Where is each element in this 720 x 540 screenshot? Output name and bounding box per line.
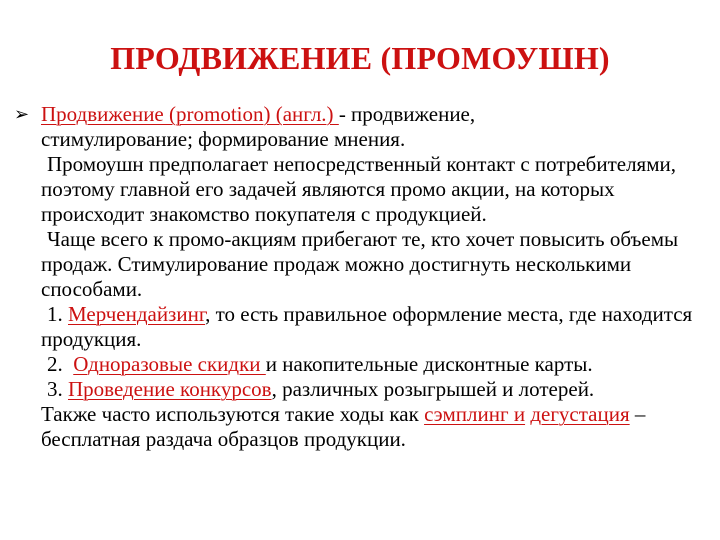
- definition-text-line2: стимулирование; формирование мнения.: [41, 127, 406, 151]
- method-2-number: 2.: [47, 352, 74, 376]
- one-time-discounts-link[interactable]: Одноразовые скидки: [73, 352, 266, 376]
- arrow-bullet-icon: ➢: [14, 104, 30, 125]
- method-3-number: 3.: [47, 377, 68, 401]
- contests-link[interactable]: Проведение конкурсов: [68, 377, 272, 401]
- method-3-text: , различных розыгрышей и лотерей.: [271, 377, 595, 401]
- promo-description-text: Промоушн предполагает непосредственный контакт с потребителями, поэтому главной его задачей являются промо акции, на которых происходит знакомство покупателя с продукцией.: [41, 152, 676, 226]
- tasting-link[interactable]: дегустация: [530, 402, 630, 426]
- merchandising-link[interactable]: Мерчендайзинг: [68, 302, 206, 326]
- slide-title: ПРОДВИЖЕНИЕ (ПРОМОУШН): [110, 40, 610, 76]
- additional-methods-prefix: Также часто используются такие ходы как: [41, 402, 425, 426]
- slide-content: [14, 102, 704, 452]
- sampling-link[interactable]: сэмплинг и: [424, 402, 526, 426]
- method-2-paragraph: [14, 352, 704, 377]
- method-1-number: 1.: [47, 302, 68, 326]
- promotion-term-link[interactable]: Продвижение (promotion) (англ.): [41, 102, 339, 126]
- method-1-text: , то есть правильное оформление места, где находится продукция.: [41, 302, 693, 351]
- additional-methods-paragraph: [14, 402, 704, 452]
- method-3-paragraph: [14, 377, 704, 402]
- sales-stimulation-text: Чаще всего к промо-акциям прибегают те, кто хочет повысить объемы продаж. Стимулирование продаж можно достигнуть несколькими способами.: [41, 227, 679, 301]
- additional-methods-text: – бесплатная раздача образцов продукции.: [41, 402, 646, 451]
- sales-stimulation-paragraph: [14, 227, 704, 302]
- definition-text-line1: - продвижение,: [338, 102, 476, 126]
- method-2-text: и накопительные дисконтные карты.: [265, 352, 593, 376]
- promo-description-paragraph: [14, 152, 704, 227]
- method-1-paragraph: [14, 302, 704, 352]
- definition-paragraph: [14, 102, 704, 152]
